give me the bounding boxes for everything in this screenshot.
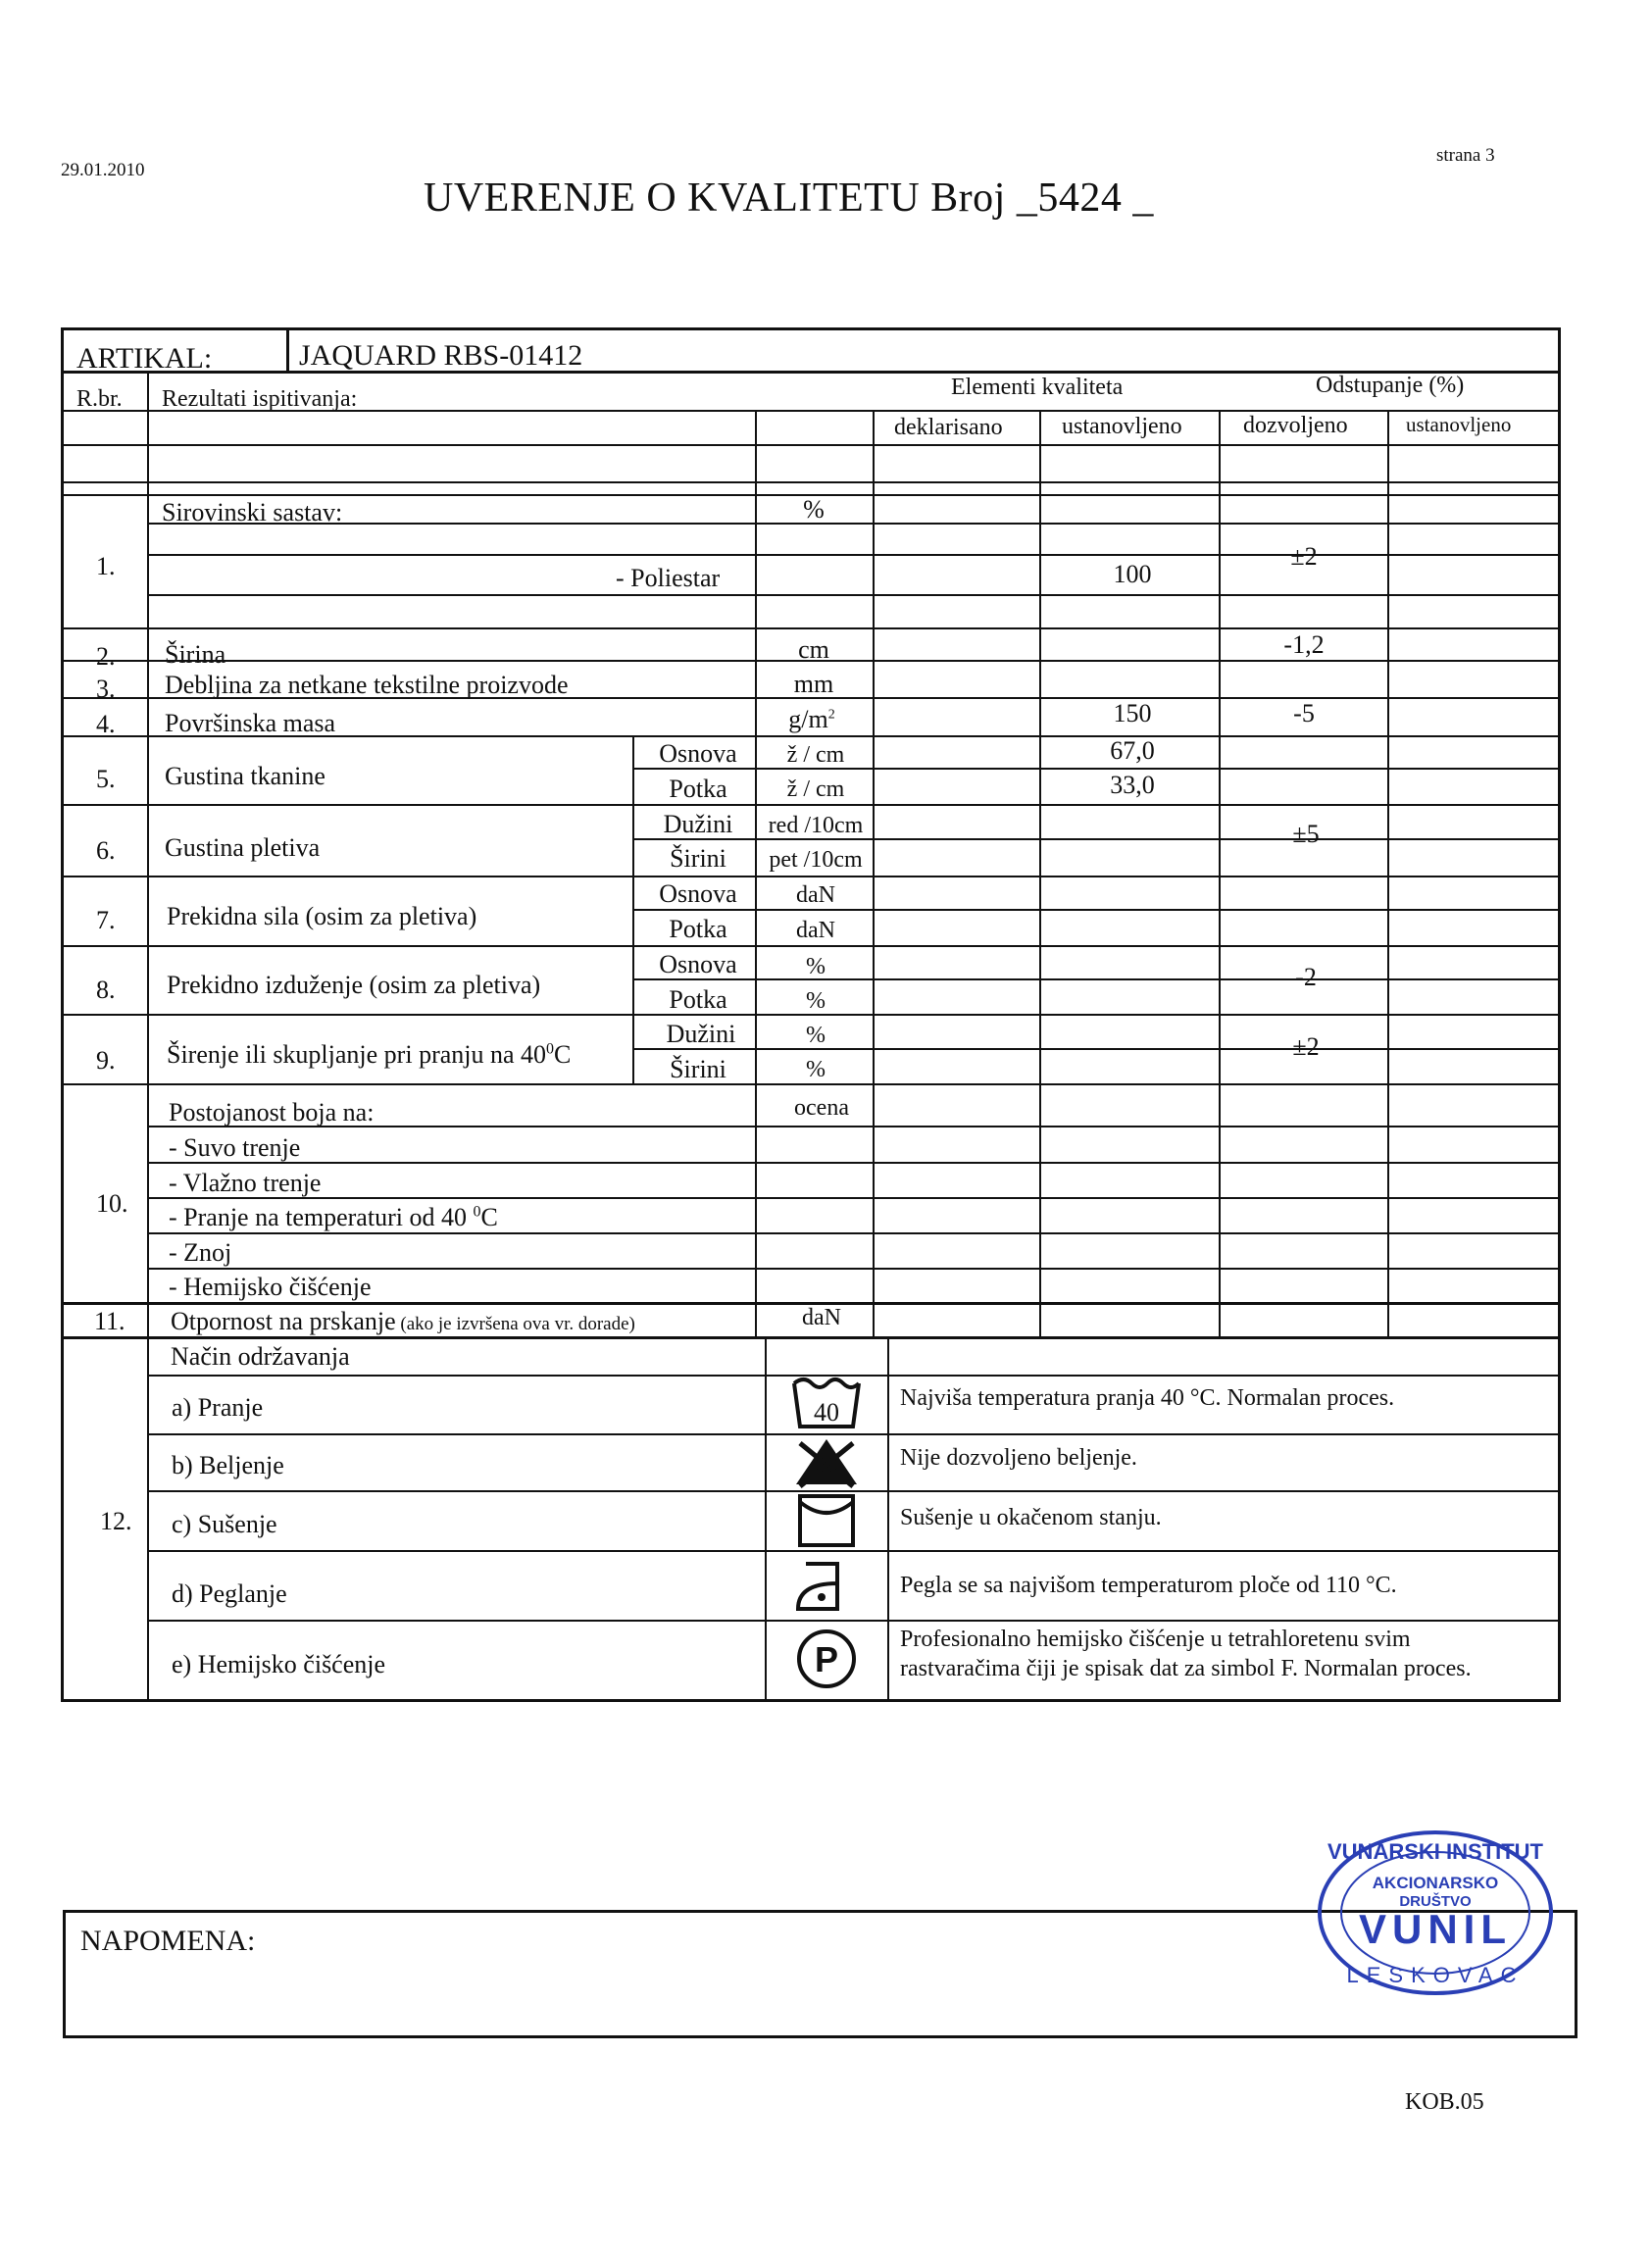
row-10-item-2: - Vlažno trenje bbox=[169, 1169, 322, 1197]
row-6-unit2: pet /10cm bbox=[769, 847, 863, 873]
washtub-40-icon bbox=[790, 1376, 863, 1430]
row-7-unit2: daN bbox=[796, 918, 835, 943]
row-5-sub2: Potka bbox=[669, 775, 727, 803]
row-3-num: 3. bbox=[96, 675, 116, 703]
row-10-num: 10. bbox=[96, 1189, 128, 1218]
row-2-unit: cm bbox=[798, 635, 829, 664]
row-9-dozvoljeno: ±2 bbox=[1292, 1032, 1320, 1061]
napomena-label: NAPOMENA: bbox=[80, 1925, 256, 1957]
row-4-dozvoljeno: -5 bbox=[1293, 699, 1315, 727]
row-8-sub1: Osnova bbox=[659, 950, 737, 978]
artikal-value: JAQUARD RBS-01412 bbox=[299, 339, 583, 372]
row-6-unit1: red /10cm bbox=[768, 813, 864, 838]
row-9-label: Širenje ili skupljanje pri pranju na $40^0C$ bbox=[167, 1040, 572, 1069]
row-6-label: Gustina pletiva bbox=[165, 833, 321, 862]
row-5-label: Gustina tkanine bbox=[165, 762, 325, 790]
row-7-label: Prekidna sila (osim za pletiva) bbox=[167, 902, 477, 930]
svg-text:VUNIL: VUNIL bbox=[1359, 1906, 1512, 1952]
row-12-num: 12. bbox=[100, 1507, 132, 1535]
row-10-unit: ocena bbox=[794, 1095, 849, 1121]
no-bleach-icon bbox=[790, 1435, 863, 1490]
row-3-unit: mm bbox=[793, 670, 834, 698]
washtub-temp-text: 40 bbox=[814, 1398, 839, 1427]
row-6-num: 6. bbox=[96, 836, 116, 865]
care-desc-dry: Sušenje u okačenom stanju. bbox=[900, 1505, 1162, 1530]
row-5-sub1: Osnova bbox=[659, 739, 737, 768]
row-1-label: Sirovinski sastav: bbox=[162, 498, 343, 526]
row-5-ustanovljeno2: 33,0 bbox=[1110, 771, 1155, 799]
care-item-wash-label: a) Pranje bbox=[172, 1393, 264, 1422]
row-1-dozvoljeno: ±2 bbox=[1290, 542, 1318, 571]
row-5-unit1: ž / cm bbox=[786, 742, 845, 768]
col-odstupanje: Odstupanje (%) bbox=[1316, 373, 1465, 398]
row-8-unit2: % bbox=[806, 988, 826, 1014]
row-2-num: 2. bbox=[96, 642, 116, 671]
svg-text:LESKOVAC: LESKOVAC bbox=[1346, 1963, 1525, 1987]
care-desc-dryclean-2: rastvaračima čiji je spisak dat za simbol F. Normalan proces. bbox=[900, 1656, 1472, 1681]
row-11-label: Otpornost na prskanje (ako je izvršena ova vr. dorade) bbox=[171, 1307, 635, 1335]
col-deklarisano: deklarisano bbox=[894, 415, 1003, 440]
row-10-item-3: - Pranje na temperaturi od 40 $^0$C bbox=[169, 1203, 498, 1231]
row-4-ustanovljeno: 150 bbox=[1113, 699, 1152, 727]
document-title: UVERENJE O KVALITETU Broj _5424 _ bbox=[424, 175, 1154, 221]
row-8-sub2: Potka bbox=[669, 985, 727, 1014]
row-8-num: 8. bbox=[96, 976, 116, 1004]
row-9-sub2: Širini bbox=[670, 1055, 726, 1083]
care-desc-iron: Pegla se sa najvišom temperaturom ploče od 110 °C. bbox=[900, 1573, 1397, 1598]
document-date: 29.01.2010 bbox=[61, 160, 145, 180]
col-rbr: R.br. bbox=[76, 386, 123, 412]
row-2-label: Širina bbox=[165, 640, 226, 669]
col-ustanovljeno-odstupanje: ustanovljeno bbox=[1406, 413, 1512, 436]
row-1-ustanovljeno: 100 bbox=[1113, 560, 1152, 588]
care-desc-dryclean-1: Profesionalno hemijsko čišćenje u tetrahloretenu svim bbox=[900, 1627, 1411, 1652]
col-ustanovljeno: ustanovljeno bbox=[1062, 414, 1182, 439]
row-5-num: 5. bbox=[96, 765, 116, 793]
row-2-dozvoljeno: -1,2 bbox=[1283, 630, 1325, 659]
row-9-unit2: % bbox=[806, 1057, 826, 1082]
row-7-sub1: Osnova bbox=[659, 879, 737, 908]
care-item-iron-label: d) Peglanje bbox=[172, 1579, 287, 1608]
row-9-num: 9. bbox=[96, 1046, 116, 1075]
form-code: KOB.05 bbox=[1405, 2089, 1484, 2115]
row-3-label: Debljina za netkane tekstilne proizvode bbox=[165, 671, 569, 699]
iron-one-dot-icon bbox=[792, 1554, 861, 1617]
row-11-unit: daN bbox=[802, 1305, 841, 1330]
svg-text:VUNARSKI INSTITUT: VUNARSKI INSTITUT bbox=[1327, 1839, 1543, 1864]
row-1-sub: - Poliestar bbox=[616, 564, 721, 592]
line-dry-icon bbox=[794, 1492, 859, 1549]
row-8-label: Prekidno izduženje (osim za pletiva) bbox=[167, 971, 541, 999]
vunil-stamp bbox=[1314, 1826, 1557, 2000]
row-7-num: 7. bbox=[96, 906, 116, 934]
row-10-label: Postojanost boja na: bbox=[169, 1098, 375, 1127]
row-5-unit2: ž / cm bbox=[786, 776, 845, 802]
svg-text:DRUŠTVO: DRUŠTVO bbox=[1399, 1893, 1472, 1910]
row-9-unit1: % bbox=[806, 1023, 826, 1048]
row-4-unit: $g/m^2$ bbox=[788, 705, 835, 733]
svg-text:AKCIONARSKO: AKCIONARSKO bbox=[1372, 1874, 1499, 1892]
row-7-sub2: Potka bbox=[669, 915, 727, 943]
row-12-label: Način održavanja bbox=[171, 1342, 350, 1371]
dry-clean-p-icon bbox=[794, 1626, 859, 1692]
row-9-sub1: Dužini bbox=[666, 1020, 736, 1048]
row-5-ustanovljeno1: 67,0 bbox=[1110, 736, 1155, 765]
care-desc-wash: Najviša temperatura pranja 40 °C. Normalan proces. bbox=[900, 1385, 1395, 1411]
row-6-sub1: Dužini bbox=[663, 810, 733, 838]
row-4-num: 4. bbox=[96, 710, 116, 738]
row-6-dozvoljeno: ±5 bbox=[1292, 820, 1320, 848]
row-7-unit1: daN bbox=[796, 882, 835, 908]
care-item-dry-label: c) Sušenje bbox=[172, 1510, 277, 1538]
col-dozvoljeno: dozvoljeno bbox=[1243, 413, 1348, 438]
row-8-dozvoljeno: -2 bbox=[1295, 963, 1317, 991]
dry-clean-letter: P bbox=[814, 1639, 839, 1679]
row-10-item-5: - Hemijsko čišćenje bbox=[169, 1273, 372, 1301]
row-11-num: 11. bbox=[94, 1307, 125, 1335]
artikal-label: ARTIKAL: bbox=[76, 342, 213, 375]
row-4-label: Površinska masa bbox=[165, 709, 336, 737]
row-1-unit: % bbox=[803, 495, 825, 524]
col-rezultati: Rezultati ispitivanja: bbox=[162, 386, 358, 412]
row-6-sub2: Širini bbox=[670, 844, 726, 873]
row-1-num: 1. bbox=[96, 552, 116, 580]
care-desc-bleach: Nije dozvoljeno beljenje. bbox=[900, 1445, 1137, 1471]
col-elementi: Elementi kvaliteta bbox=[951, 375, 1124, 400]
row-8-unit1: % bbox=[806, 954, 826, 979]
care-item-bleach-label: b) Beljenje bbox=[172, 1451, 284, 1479]
care-item-dryclean-label: e) Hemijsko čišćenje bbox=[172, 1650, 386, 1678]
page-number: strana 3 bbox=[1436, 145, 1495, 166]
row-10-item-1: - Suvo trenje bbox=[169, 1133, 301, 1162]
row-10-item-4: - Znoj bbox=[169, 1238, 232, 1267]
